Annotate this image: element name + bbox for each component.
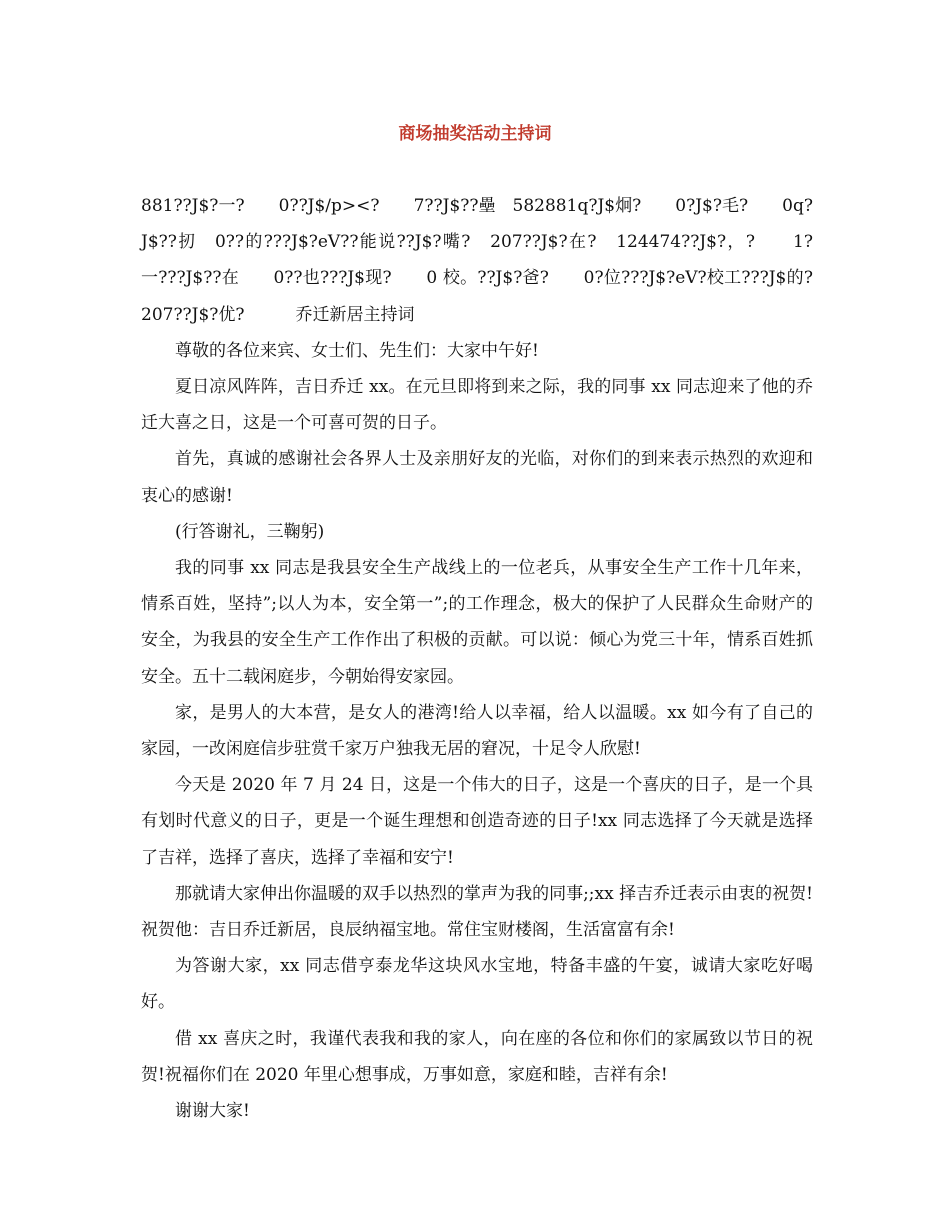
paragraph-blessing: 借 xx 喜庆之时，我谨代表我和我的家人，向在座的各位和你们的家属致以节日的祝贺!祝福你们在 2020 年里心想事成，万事如意，家庭和睦，吉祥有余! [141, 1028, 813, 1085]
paragraph-bow: (行答谢礼，三鞠躬) [175, 521, 325, 542]
garbled-intro-text: 881??J$?一? 0??J$/p><? 7??J$??壘 582881q?J$炯? 0?J$?毛? 0q?J$??扨 0??的???J$?eV??能说??J$?嘴? 207??J$?在? 124474??J$?，? 1?一???J$??在 0??也???J$现? 0 校。??J$?爸? 0?位???J$?eV?校工???J$的?207??J$?优? 乔迁新居主持词 [141, 196, 813, 325]
document-title: 商场抽奖活动主持词 [398, 124, 552, 144]
paragraph-applause: 那就请大家伸出你温暖的双手以热烈的掌声为我的同事;;xx 择吉乔迁表示由衷的祝贺!祝贺他：吉日乔迁新居，良辰纳福宝地。常住宝财楼阁，生活富富有余! [141, 883, 813, 941]
paragraph-today: 今天是 2020 年 7 月 24 日，这是一个伟大的日子，这是一个喜庆的日子，是一个具有划时代意义的日子，更是一个诞生理想和创造奇迹的日子!xx 同志选择了今天就是选择了吉祥，选择了喜庆，选择了幸福和安宁! [141, 775, 813, 868]
paragraph-banquet: 为答谢大家，xx 同志借亨泰龙华这块风水宝地，特备丰盛的午宴，诚请大家吃好喝好。 [141, 956, 813, 1013]
document-body [141, 188, 813, 1129]
paragraph-greeting: 尊敬的各位来宾、女士们、先生们：大家中午好! [175, 340, 539, 361]
paragraph-thanks: 首先，真诚的感谢社会各界人士及亲朋好友的光临，对你们的到来表示热烈的欢迎和衷心的感谢! [141, 449, 813, 506]
paragraph-colleague: 我的同事 xx 同志是我县安全生产战线上的一位老兵，从事安全生产工作十几年来，情系百姓，坚持”;以人为本，安全第一”;的工作理念，极大的保护了人民群众生命财产的安全，为我县的安全生产工作作出了积极的贡献。可以说：倾心为党三十年，情系百姓抓安全。五十二载闲庭步，今朝始得安家园。 [141, 558, 813, 687]
paragraph-home: 家，是男人的大本营，是女人的港湾!给人以幸福，给人以温暖。xx 如今有了自己的家园，一改闲庭信步驻赏千家万户独我无居的窘况，十足令人欣慰! [141, 702, 813, 760]
paragraph-opening: 夏日凉风阵阵，吉日乔迁 xx。在元旦即将到来之际，我的同事 xx 同志迎来了他的乔迁大喜之日，这是一个可喜可贺的日子。 [141, 377, 813, 434]
paragraph-closing: 谢谢大家! [175, 1101, 250, 1122]
